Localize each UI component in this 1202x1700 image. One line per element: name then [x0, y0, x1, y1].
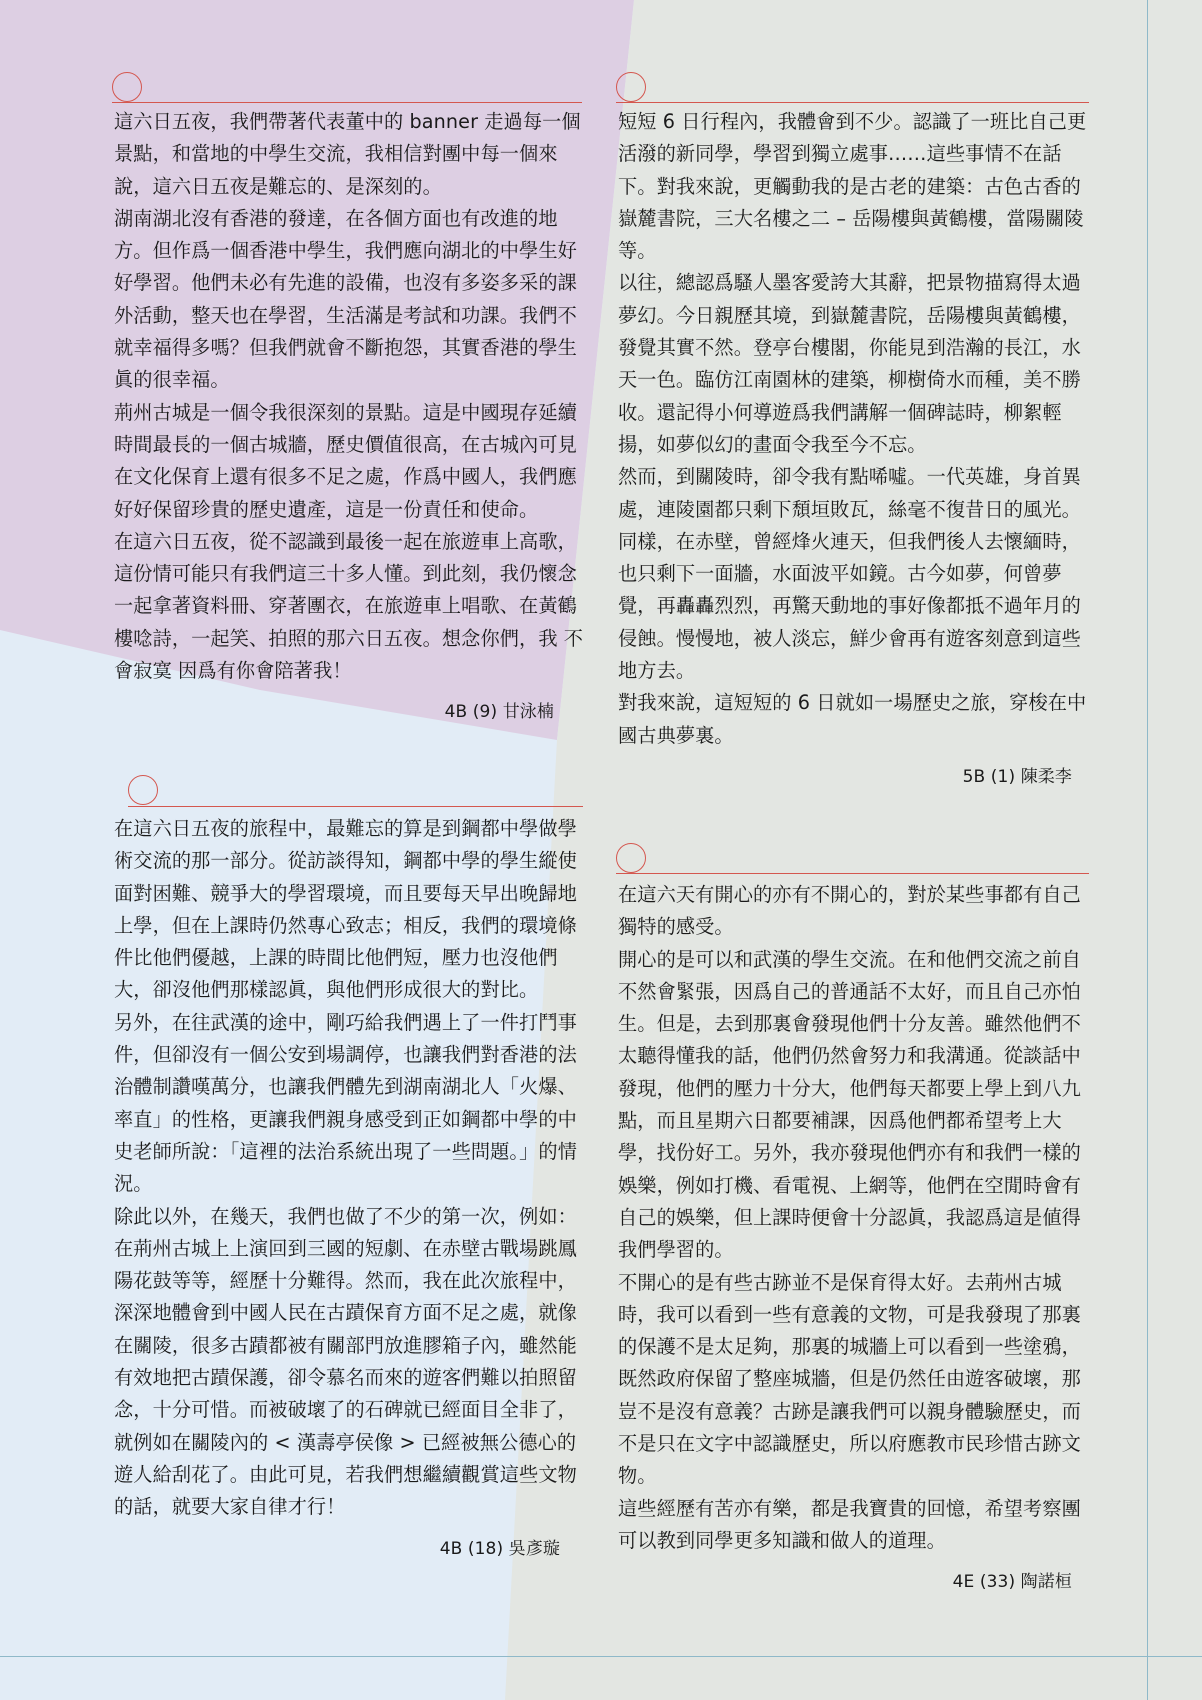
- article-2-paragraph-1: 短短 6 日行程內，我體會到不少。認識了一班比自己更活潑的新同學，學習到獨立處事……這些事情不在話下。對我來說，更觸動我的是古老的建築：古色古香的嶽麓書院，三大名樓之二 – 岳陽樓與黃鶴樓，當陽關陵等。: [618, 110, 1087, 263]
- article-4-paragraph-3: 不開心的是有些古跡並不是保育得太好。去荊州古城時，我可以看到一些有意義的文物，可是我發現了那裏的保護不是太足夠，那裏的城牆上可以看到一些塗鴉，既然政府保留了整座城牆，但是仍然任由遊客破壞，那豈不是沒有意義？古跡是讓我們可以親身體驗歷史，而不是只在文字中認識歷史，所以府應教市民珍惜古跡文物。: [618, 1270, 1081, 1488]
- article-2-author: 5B (1) 陳柔李: [962, 766, 1072, 787]
- article-3-paragraph-3: 除此以外，在幾天，我們也做了不少的第一次，例如：在荊州古城上上演回到三國的短劇、在赤壁古戰場跳鳳陽花鼓等等，經歷十分難得。然而，我在此次旅程中，深深地體會到中國人民在古蹟保育方面不足之處，就像在關陵，很多古蹟都被有關部門放進膠箱子內，雖然能有效地把古蹟保護，卻令慕名而來的遊客們難以拍照留念，十分可惜。而被破壞了的石碑就已經面目全非了，就例如在關陵內的 < 漢壽亭侯像 > 已經被無公德心的遊人給刮花了。由此可見，若我們想繼續觀賞這些文物的話，就要大家自律才行！: [114, 1204, 577, 1519]
- bottom-frame-line: [0, 1656, 1202, 1657]
- heading-line-4: [616, 873, 1089, 874]
- heading-circle-2: [616, 72, 646, 102]
- article-4: [618, 879, 1090, 1595]
- heading-line-2: [616, 102, 1089, 103]
- article-4-paragraph-2: 開心的是可以和武漢的學生交流。在和他們交流之前自不然會緊張，因爲自己的普通話不太好，而且自己亦怕生。但是，去到那裏會發現他們十分友善。雖然他們不太聽得懂我的話，他們仍然會努力和我溝通。從談話中發現，他們的壓力十分大，他們每天都要上學上到八九點，而且星期六日都要補課，因爲他們都希望考上大學，找份好工。另外，我亦發現他們亦有和我們一樣的娛樂，例如打機、看電視、上網等，他們在空閒時會有自己的娛樂，但上課時便會十分認眞，我認爲這是値得我們學習的。: [618, 947, 1081, 1262]
- article-2-paragraph-2: 以往，總認爲騷人墨客愛誇大其辭，把景物描寫得太過夢幻。今日親歷其境，到嶽麓書院，岳陽樓與黃鶴樓，發覺其實不然。登亭台樓閣，你能見到浩瀚的長江，水天一色。臨仿江南園林的建築，柳樹倚水而種，美不勝收。還記得小何導遊爲我們講解一個碑誌時，柳絮輕揚，如夢似幻的畫面令我至今不忘。: [618, 271, 1081, 456]
- article-1-paragraph-1: 這六日五夜，我們帶著代表董中的 banner 走過每一個景點，和當地的中學生交流，我相信對團中每一個來說，這六日五夜是難忘的、是深刻的。: [114, 110, 581, 198]
- article-1-paragraph-3: 荊州古城是一個令我很深刻的景點。這是中國現存延續時間最長的一個古城牆，歷史價值很高，在古城內可見在文化保育上還有很多不足之處，作爲中國人，我們應好好保留珍貴的歷史遺產，這是一份責任和使命。: [114, 400, 577, 521]
- heading-circle-4: [616, 843, 646, 873]
- article-3-author: 4B (18) 吳彥璇: [439, 1538, 560, 1559]
- right-frame-line: [1147, 0, 1148, 1700]
- article-4-paragraph-1: 在這六天有開心的亦有不開心的，對於某些事都有自己獨特的感受。: [618, 883, 1081, 939]
- heading-circle-3: [128, 775, 158, 805]
- article-2: [618, 106, 1090, 790]
- article-3-paragraph-2: 另外，在往武漢的途中，剛巧給我們遇上了一件打鬥事件，但卻沒有一個公安到場調停，也讓我們對香港的法治體制讚嘆萬分，也讓我們體先到湖南湖北人「火爆、率直」的性格，更讓我們親身感受到正如鋼都中學的中史老師所說：「這裡的法治系統出現了一些問題。」的情況。: [114, 1010, 577, 1196]
- article-2-paragraph-4: 對我來說，這短短的 6 日就如一場歷史之旅，穿梭在中國古典夢裏。: [618, 691, 1087, 747]
- heading-circle-1: [112, 72, 142, 102]
- article-1-author: 4B (9) 甘泳楠: [444, 702, 554, 723]
- article-4-paragraph-4: 這些經歷有苦亦有樂，都是我寶貴的回憶，希望考察團可以教到同學更多知識和做人的道理。: [618, 1496, 1081, 1552]
- heading-line-3: [128, 806, 583, 807]
- article-3-paragraph-1: 在這六日五夜的旅程中，最難忘的算是到鋼都中學做學術交流的那一部分。從訪談得知，鋼都中學的學生縱使面對困難、競爭大的學習環境，而且要每天早出晚歸地上學，但在上課時仍然專心致志；相反，我們的環境條件比他們優越，上課的時間比他們短，壓力也沒他們大，卻沒他們那樣認眞，與他們形成很大的對比。: [114, 817, 577, 1002]
- article-4-author: 4E (33) 陶諾桓: [952, 1572, 1072, 1593]
- article-1-paragraph-2: 湖南湖北沒有香港的發達，在各個方面也有改進的地方。但作爲一個香港中學生，我們應向湖北的中學生好好學習。他們未必有先進的設備，也沒有多姿多采的課外活動，整天也在學習，生活滿是考試和功課。我們不就幸福得多嗎？但我們就會不斷抱怨，其實香港的學生眞的很幸福。: [114, 206, 577, 392]
- article-1: [114, 106, 586, 725]
- article-3: [114, 813, 586, 1562]
- article-2-paragraph-3: 然而，到關陵時，卻令我有點唏噓。一代英雄，身首異處，連陵園都只剩下頹垣敗瓦，絲毫不復昔日的風光。同樣，在赤壁，曾經烽火連天，但我們後人去懷緬時，也只剩下一面牆，水面波平如鏡。古今如夢，何曾夢覺，再轟轟烈烈，再驚天動地的事好像都抵不過年月的侵蝕。慢慢地，被人淡忘，鮮少會再有遊客刻意到這些地方去。: [618, 465, 1081, 683]
- article-1-paragraph-4: 在這六日五夜，從不認識到最後一起在旅遊車上高歌，這份情可能只有我們這三十多人懂。到此刻，我仍懷念一起拿著資料冊、穿著團衣，在旅遊車上唱歌、在黃鶴樓唸詩，一起笑、拍照的那六日五夜。想念你們，我 不會寂寞 因爲有你會陪著我！: [114, 529, 584, 683]
- heading-line-1: [112, 102, 582, 103]
